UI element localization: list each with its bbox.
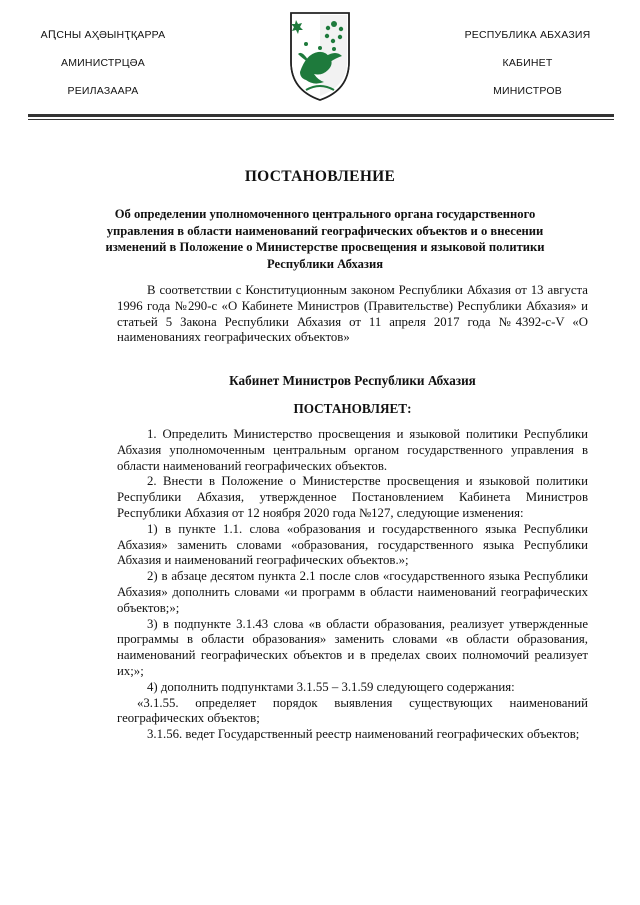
- header-rule-thin: [28, 119, 614, 120]
- decree-body: [117, 427, 588, 743]
- header-right-line-2: КАБИНЕТ: [502, 57, 553, 69]
- header-left-line-3: РЕИЛАЗААРА: [67, 85, 139, 97]
- preamble: [117, 283, 588, 346]
- decree-text: ПОСТАНОВЛЯЕТ:: [293, 401, 412, 416]
- document-subject: Об определении уполномоченного центрального органа государственного управления в области наименований географических объектов и о внесении изменений в Положение о Министерстве просвещения и языковой политики Республики Абхазия: [105, 207, 545, 271]
- paragraph-2-item-3: 3) в подпункте 3.1.43 слова «в области образования, реализует утвержденные программы в области образования» заменить словами «в области образования, наименований географических объектов и в пределах своих полномочий реализует их;»;: [117, 616, 588, 678]
- preamble-text: В соответствии с Конституционным законом Республики Абхазия от 13 августа 1996 года №290-с «О Кабинете Министров (Правительстве) Республики Абхазия» и статьей 5 Закона Республики Абхазия от 11 апреля 2017 года №4392-с-V «О наименованиях географических объектов»: [117, 283, 588, 345]
- paragraph-1: 1. Определить Министерство просвещения и языковой политики Республики Абхазия уполномоченным центральным органом государственного управления в области наименований географических объектов.: [117, 427, 588, 473]
- abkhazia-emblem-icon: [288, 10, 352, 102]
- header-rule-thick: [28, 114, 614, 117]
- paragraph-2-item-2: 2) в абзаце десятом пункта 2.1 после слов «государственного языка Республики Абхазия» дополнить словами «и программ в области наименований географических объектов;»;: [117, 569, 588, 615]
- header-right-line-3: МИНИСТРОВ: [493, 85, 562, 97]
- paragraph-2-item-1: 1) в пункте 1.1. слова «образования и государственного языка Республики Абхазия» заменить словами «образования, государственного языка Республики Абхазия и наименований географических объектов.»;: [117, 521, 588, 568]
- header-left-line-1: АԤСНЫ АҲӘЫНҬҚАРРА: [40, 29, 166, 41]
- paragraph-2-item-4: 4) дополнить подпунктами 3.1.55 – 3.1.59 следующего содержания:: [147, 679, 515, 694]
- header-left-line-2: АМИНИСТРЦӘА: [61, 57, 145, 69]
- decree: [117, 401, 588, 417]
- header-right-line-1: РЕСПУБЛИКА АБХАЗИЯ: [464, 29, 591, 41]
- document-title: ПОСТАНОВЛЕНИЕ: [244, 168, 396, 185]
- subparagraph-3-1-56: 3.1.56. ведет Государственный реестр наименований географических объектов;: [147, 727, 580, 742]
- issuer-text: Кабинет Министров Республики Абхазия: [229, 373, 476, 388]
- issuer: [117, 373, 588, 389]
- paragraph-2: 2. Внести в Положение о Министерстве просвещения и языковой политики Республики Абхазия, утвержденное Постановлением Кабинета Министров Республики Абхазия от 12 ноября 2020 года №127, следующие изменения:: [117, 474, 588, 520]
- subparagraph-3-1-55: «3.1.55. определяет порядок выявления существующих наименований географических объектов;: [117, 695, 588, 726]
